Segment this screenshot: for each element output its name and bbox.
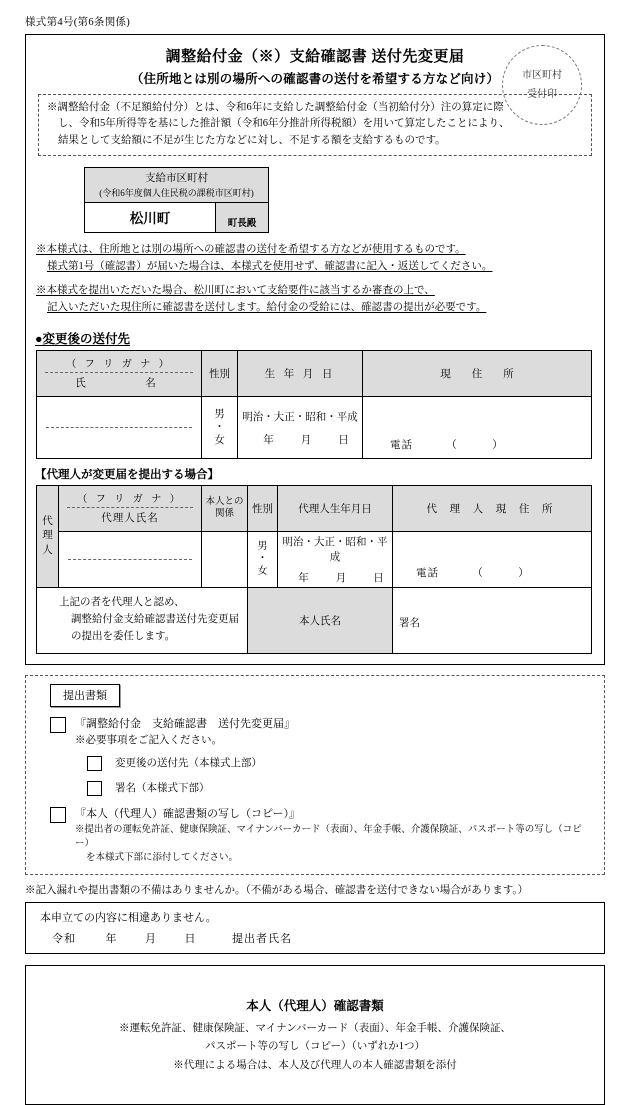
delegation-line-2: 調整給付金支給確認書送付先変更届の提出を委任します。 [71, 613, 239, 642]
agent-vlabel-char-2: 理 [42, 530, 53, 542]
declaration-year: 年 [105, 933, 118, 946]
signature-label: 署名 [399, 617, 420, 629]
destination-sex-cell[interactable] [202, 396, 238, 458]
agent-address-cell[interactable] [393, 531, 592, 587]
checklist-subitem-destination[interactable] [50, 755, 594, 771]
destination-name-label: 氏 名 [75, 377, 163, 389]
destination-dob-cell[interactable] [238, 396, 363, 458]
notices-section [34, 242, 596, 317]
notice-2-line-1: ※本様式を提出いただいた場合、松川町において支給要件に該当するか審査の上で、 [36, 285, 435, 297]
checklist-item-2-title: 『本人（代理人）確認書類の写し（コピー）』 [75, 807, 301, 820]
note-line-1: ※調整給付金（不足額給付分）とは、令和6年に支給した調整給付金（当初給付分）注の算定に際 [47, 102, 504, 113]
id-document-attachment-area [25, 965, 605, 1105]
checklist-tag: 提出書類 [50, 684, 120, 707]
agent-sex-female-option[interactable]: 女 [257, 565, 268, 577]
checkbox-form-submission[interactable] [50, 717, 66, 733]
agent-sex-header: 性別 [248, 485, 278, 531]
agent-vertical-label [37, 485, 59, 587]
page-title: 調整給付金（※）支給確認書 送付先変更届 [165, 49, 465, 65]
checkbox-id-copy[interactable] [50, 807, 66, 823]
note-line-3: 結果として支給額に不足が生じた方などに対し、不足する額を支給するものです。 [58, 134, 446, 146]
form-number: 様式第4号(第6条関係) [25, 17, 131, 28]
municipality-header [85, 168, 268, 203]
notice-1-line-2: 様式第1号（確認書）が届いた場合は、本様式を使用せず、確認書に記入・返送してください。 [47, 260, 493, 272]
agent-relation-cell[interactable] [202, 531, 248, 587]
id-document-line-2: パスポート等の写し（コピー）（いずれか1つ） [204, 1041, 426, 1053]
agent-relation-line-1: 本人との [205, 496, 244, 507]
notice-1-line-1: ※本様式は、住所地とは別の場所への確認書の送付を希望する方などが使用するものです。 [36, 243, 466, 255]
agent-heading: 【代理人が変更届を提出する場合】 [35, 468, 219, 481]
sex-separator: ・ [214, 421, 225, 433]
declaration-day: 日 [184, 933, 197, 946]
agent-ymd-labels: 年 月 日 [298, 572, 386, 584]
agent-name-label: 代理人氏名 [101, 512, 159, 524]
agent-tel-label: 電話 [416, 567, 439, 579]
agent-sex-cell[interactable] [248, 531, 278, 587]
id-document-line-3: ※代理による場合は、本人及び代理人の本人確認書類を添付 [173, 1059, 457, 1071]
agent-furigana-label: （ フ リ ガ ナ ） [77, 493, 183, 505]
checklist-item-2-note-line-2: を本様式下部に添付してください。 [86, 853, 239, 864]
destination-table [36, 350, 592, 459]
mayor-label: 町長殿 [215, 203, 268, 232]
delegation-statement [37, 587, 248, 653]
checklist-item-2-text [75, 806, 594, 866]
declaration-box [25, 902, 605, 954]
municipality-name: 松川町 [129, 210, 171, 226]
checklist-subitem-signature-label: 署名（本様式下部） [115, 783, 210, 795]
agent-era-options[interactable]: 明治・大正・昭和・平成 [282, 536, 388, 563]
agent-dob-cell[interactable] [278, 531, 393, 587]
delegation-line-1: 上記の者を代理人と認め、 [59, 596, 185, 608]
page-subtitle: （住所地とは別の場所への確認書の送付を希望する方など向け） [130, 72, 500, 86]
completeness-warning: ※記入漏れや提出書類の不備はありませんか。（不備がある場合、確認書を送付できない場合があります。） [25, 885, 529, 897]
destination-tel-row [364, 437, 590, 452]
checklist-item-1-note: ※必要事項をご記入ください。 [75, 735, 222, 747]
notice-2-line-2: 記入いただいた現住所に確認書を送付します。給付金の受給には、確認書の提出が必要です。 [47, 302, 487, 314]
agent-tel-row [394, 565, 590, 580]
municipality-header-main: 支給市区町村 [145, 172, 208, 184]
agent-vlabel-char-1: 代 [42, 516, 53, 528]
destination-dob-header: 生 年 月 日 [238, 350, 363, 396]
declaration-month: 月 [145, 933, 157, 946]
checklist-item-1[interactable] [50, 716, 594, 749]
destination-header-row [37, 350, 592, 396]
municipal-receipt-stamp [502, 45, 582, 125]
municipality-block [34, 167, 596, 233]
notice-block-2 [36, 283, 596, 317]
municipality-box [84, 167, 269, 233]
stamp-line-2: 受付印 [527, 89, 557, 100]
id-document-line-1: ※運転免許証、健康保険証、マイナンバーカード（表面）、年金手帳、介護保険証、 [118, 1022, 512, 1034]
municipality-header-sub: (令和6年度個人住民税の課税市区町村) [99, 187, 254, 198]
checklist-item-1-text [75, 716, 295, 749]
agent-address-header: 代 理 人 現 住 所 [393, 485, 592, 531]
destination-address-cell[interactable] [363, 396, 592, 458]
agent-sex-separator: ・ [257, 553, 268, 565]
checklist-subitem-destination-label: 変更後の送付先（本様式上部） [115, 758, 262, 770]
destination-ymd-labels: 年 月 日 [263, 434, 351, 446]
destination-name-input-cell[interactable] [37, 396, 202, 458]
delegation-row [37, 587, 592, 653]
notice-block-1 [36, 242, 596, 276]
agent-dob-header: 代理人生年月日 [278, 485, 393, 531]
signature-cell[interactable] [393, 587, 592, 653]
checkbox-signature-filled[interactable] [87, 781, 102, 796]
agent-vlabel-char-3: 人 [42, 544, 53, 556]
declaration-era: 令和 [52, 933, 76, 946]
checklist-item-2-note-line-1: ※提出者の運転免許証、健康保険証、マイナンバーカード（表面）、年金手帳、介護保険証、パスポート等の写し（コピー） [75, 824, 582, 849]
sex-female-option[interactable]: 女 [214, 435, 225, 447]
declaration-statement: 本申立ての内容に相違ありません。 [40, 912, 217, 925]
agent-header-row [37, 485, 592, 531]
agent-tel-paren: （ ） [472, 567, 530, 579]
destination-tel-label: 電話 [390, 439, 413, 451]
main-form-frame [25, 34, 605, 665]
destination-furigana-label: （ フ リ ガ ナ ） [66, 358, 172, 370]
destination-heading: ●変更後の送付先 [35, 331, 131, 346]
destination-entry-row [37, 396, 592, 458]
agent-table [36, 485, 592, 654]
agent-sex-male-option[interactable]: 男 [257, 540, 268, 552]
agent-name-input-cell[interactable] [59, 531, 202, 587]
agent-relation-line-2: 関係 [214, 509, 234, 520]
id-document-title: 本人（代理人）確認書類 [246, 998, 384, 1013]
destination-sex-header: 性別 [202, 350, 238, 396]
destination-name-header [37, 350, 202, 396]
submission-checklist [25, 675, 605, 875]
sex-male-option[interactable]: 男 [214, 408, 225, 420]
principal-name-label: 本人氏名 [248, 587, 393, 653]
declaration-submitter-label: 提出者氏名 [232, 933, 292, 946]
stamp-line-1: 市区町村 [522, 70, 562, 81]
municipality-name-row [85, 203, 268, 232]
checklist-item-2[interactable] [50, 806, 594, 866]
checkbox-destination-filled[interactable] [87, 756, 102, 771]
declaration-date-row[interactable] [26, 930, 604, 946]
destination-tel-paren: （ ） [446, 439, 504, 451]
checklist-subitem-signature[interactable] [50, 780, 594, 796]
destination-address-header: 現 住 所 [363, 350, 592, 396]
agent-entry-row [37, 531, 592, 587]
destination-era-options[interactable]: 明治・大正・昭和・平成 [242, 411, 358, 423]
checklist-item-1-title: 『調整給付金 支給確認書 送付先変更届』 [75, 718, 295, 731]
agent-relation-header [202, 485, 248, 531]
note-line-2: し、令和5年所得等を基にした推計額（令和6年分推計所得税額）を用いて算定したことにより、 [58, 118, 510, 130]
agent-name-header [59, 485, 202, 531]
